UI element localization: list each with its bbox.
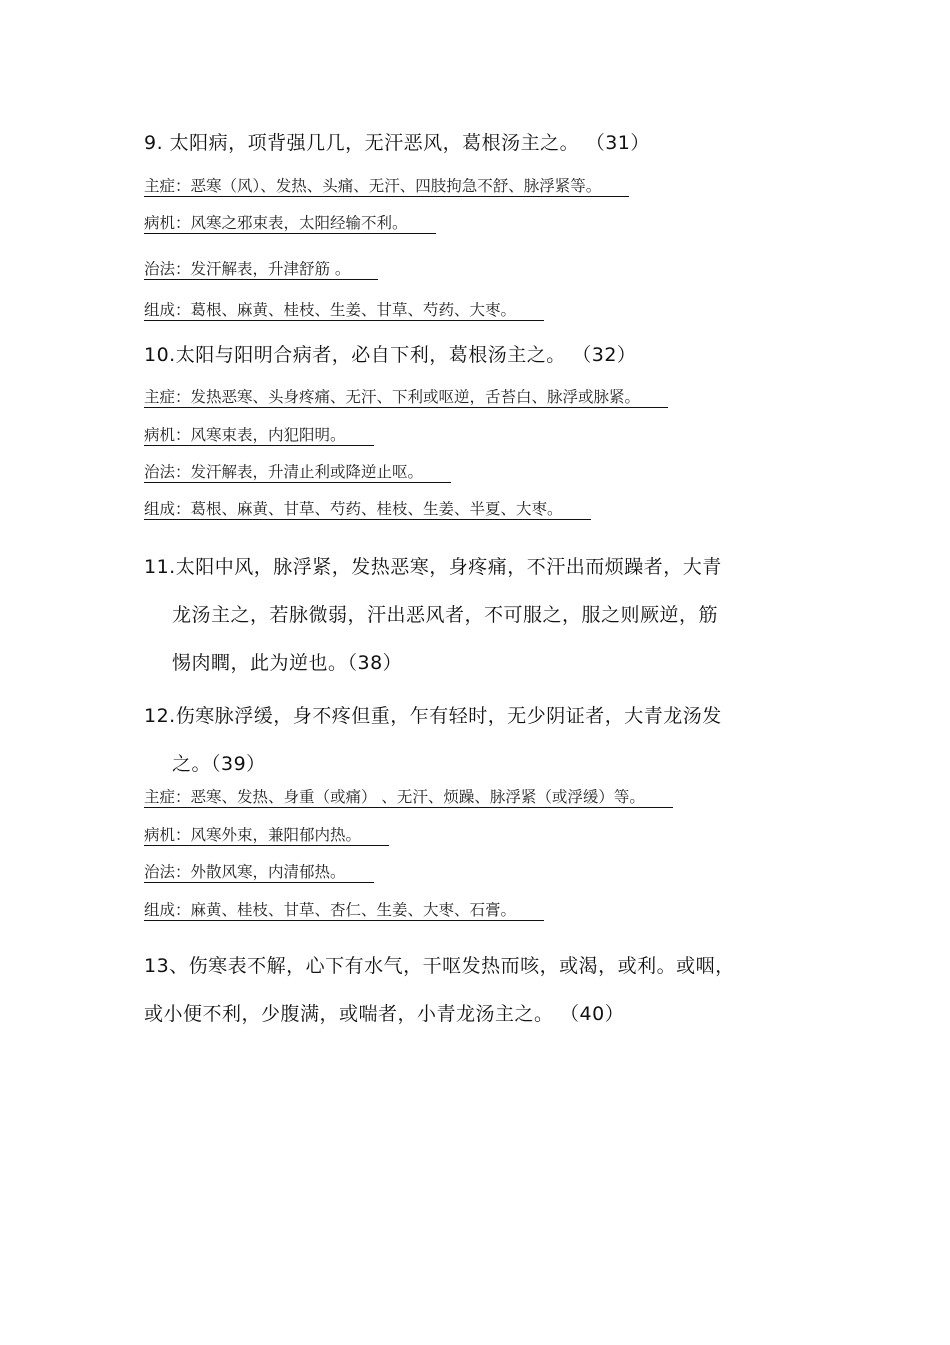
pathogenesis-note: 病机：风寒束表，内犯阳明。 <box>144 425 374 446</box>
treatment-note: 治法：外散风寒，内清郁热。 <box>144 862 374 883</box>
clause-13 <box>144 942 774 1038</box>
clause-9 <box>144 131 774 155</box>
treatment-note: 治法：发汗解表，升津舒筋 。 <box>144 259 378 280</box>
clause-line: 10.太阳与阳明合病者，必自下利，葛根汤主之。 （32） <box>144 344 637 366</box>
clause-12 <box>144 692 774 788</box>
composition-note: 组成：麻黄、桂枝、甘草、杏仁、生姜、大枣、石膏。 <box>144 900 544 921</box>
pathogenesis-note: 病机：风寒外束，兼阳郁内热。 <box>144 825 389 846</box>
clause-line: 11.太阳中风，脉浮紧，发热恶寒，身疼痛，不汗出而烦躁者，大青 <box>144 556 722 578</box>
symptom-note: 主症：发热恶寒、头身疼痛、无汗、下利或呕逆，舌苔白、脉浮或脉紧。 <box>144 387 668 408</box>
clause-10 <box>144 343 774 367</box>
clause-line: 12.伤寒脉浮缓，身不疼但重，乍有轻时，无少阴证者，大青龙汤发 <box>144 705 722 727</box>
clause-line: 龙汤主之，若脉微弱，汗出恶风者，不可服之，服之则厥逆，筋 <box>172 604 719 626</box>
clause-line: 9. 太阳病，项背强几几，无汗恶风，葛根汤主之。 （31） <box>144 132 650 154</box>
symptom-note: 主症：恶寒、发热、身重（或痛） 、无汗、烦躁、脉浮紧（或浮缓）等。 <box>144 787 673 808</box>
clause-line: 惕肉瞤，此为逆也。（38） <box>172 652 403 674</box>
pathogenesis-note: 病机：风寒之邪束表，太阳经输不利。 <box>144 213 436 234</box>
composition-note: 组成：葛根、麻黄、甘草、芍药、桂枝、生姜、半夏、大枣。 <box>144 499 591 520</box>
symptom-note: 主症：恶寒（风）、发热、头痛、无汗、四肢拘急不舒、脉浮紧等。 <box>144 176 629 197</box>
composition-note: 组成：葛根、麻黄、桂枝、生姜、甘草、芍药、大枣。 <box>144 300 544 321</box>
clause-line: 或小便不利，少腹满，或喘者，小青龙汤主之。 （40） <box>144 1003 625 1025</box>
clause-11 <box>144 543 774 687</box>
clause-line: 13、伤寒表不解，心下有水气，干呕发热而咳，或渴，或利。或咽， <box>144 955 735 977</box>
treatment-note: 治法：发汗解表，升清止利或降逆止呕。 <box>144 462 451 483</box>
clause-line: 之。（39） <box>172 753 266 775</box>
